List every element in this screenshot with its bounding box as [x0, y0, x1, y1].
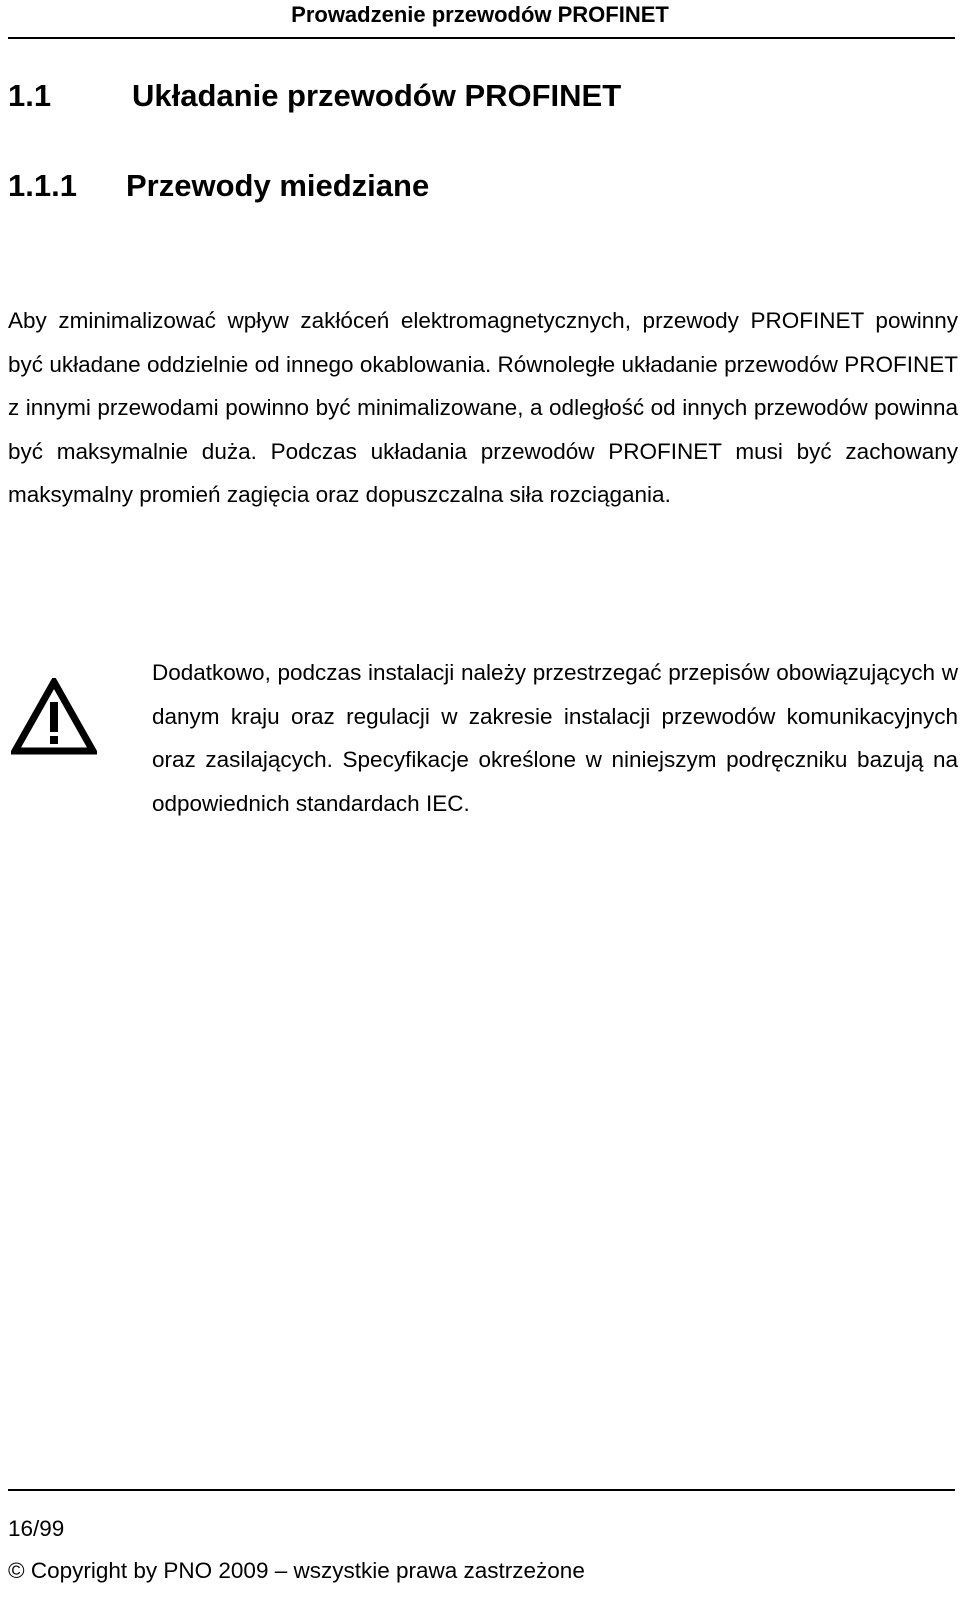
section-number: 1.1: [8, 78, 52, 113]
running-header: Prowadzenie przewodów PROFINET: [291, 2, 669, 27]
body-paragraph: Aby zminimalizować wpływ zakłóceń elektromagnetycznych, przewody PROFINET powinny być układane oddzielnie od innego okablowania. Równoległe układanie przewodów PROFINET z innymi przewodami powinno być minimalizowane, a odległość od innych przewodów powinna być maksymalnie duża. Podczas układania przewodów PROFINET musi być zachowany maksymalny promień zagięcia oraz dopuszczalna siła rozciągania.: [8, 308, 958, 508]
header-rule: [8, 37, 955, 39]
section-title: Układanie przewodów PROFINET: [132, 78, 622, 113]
copyright-notice: © Copyright by PNO 2009 – wszystkie prawa zastrzeżone: [8, 1558, 585, 1583]
subsection-number: 1.1.1: [8, 168, 77, 203]
subsection-heading: [8, 166, 429, 206]
warning-text: Dodatkowo, podczas instalacji należy przestrzegać przepisów obowiązujących w danym kraju oraz regulacji w zakresie instalacji przewodów komunikacyjnych oraz zasilających. Specyfikacje określone w niniejszym podręczniku bazują na odpowiednich standardach IEC.: [152, 660, 958, 816]
section-heading: [8, 76, 621, 116]
warning-triangle-icon: [11, 678, 97, 756]
footer-rule: [8, 1489, 955, 1491]
page-number: 16/99: [8, 1516, 65, 1541]
subsection-title: Przewody miedziane: [126, 168, 430, 203]
